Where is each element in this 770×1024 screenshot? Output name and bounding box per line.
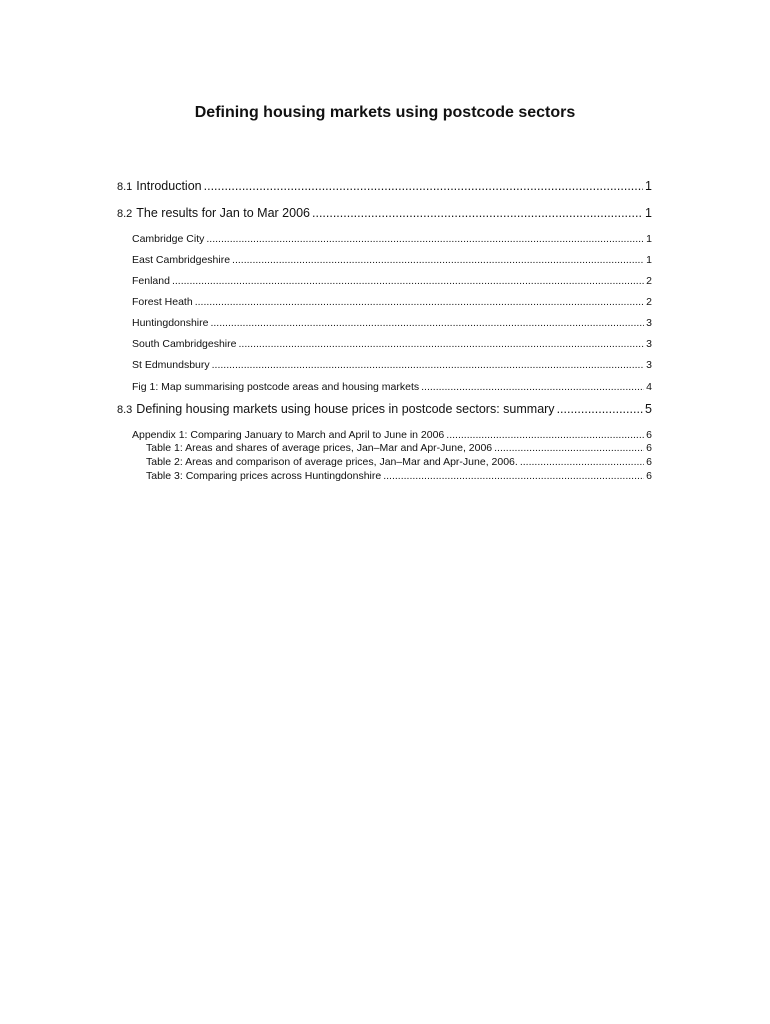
toc-entry-label: The results for Jan to Mar 2006 [136, 206, 310, 220]
toc-entry-cambridge-city[interactable] [132, 232, 652, 246]
toc-dot-leader [312, 205, 643, 221]
toc-page-number: 2 [646, 296, 652, 308]
toc-entry-label: Huntingdonshire [132, 317, 209, 329]
toc-entry-label: Defining housing markets using house prices in postcode sectors: summary [136, 402, 555, 416]
toc-entry-table2[interactable] [146, 456, 652, 469]
toc-entry-st-edmundsbury[interactable] [132, 358, 652, 372]
toc-page-number: 2 [646, 275, 652, 287]
toc-page-number: 5 [645, 402, 652, 416]
toc-dot-leader [206, 232, 644, 246]
toc-entry-label: Table 3: Comparing prices across Huntingdonshire [146, 470, 382, 482]
toc-entry-east-cambridgeshire[interactable] [132, 253, 652, 267]
toc-page-number: 3 [646, 338, 652, 350]
toc-section-number: 8.2 [117, 208, 133, 220]
toc-dot-leader [520, 456, 644, 469]
toc-page-number: 6 [646, 470, 652, 482]
toc-page-number: 1 [645, 206, 652, 220]
toc-entry-appendix1[interactable] [132, 428, 652, 442]
toc-entry-results[interactable] [117, 205, 652, 222]
toc-page-number: 6 [646, 456, 652, 468]
toc-entry-label: Table 1: Areas and shares of average prices, Jan–Mar and Apr-June, 2006 [146, 442, 493, 454]
toc-page-number: 1 [646, 254, 652, 266]
toc-page-number: 6 [646, 442, 652, 454]
toc-dot-leader [212, 358, 645, 372]
toc-entry-table3[interactable] [146, 470, 652, 483]
toc-page-number: 3 [646, 359, 652, 371]
toc-section-number: 8.1 [117, 181, 133, 193]
toc-dot-leader [446, 428, 644, 442]
toc-entry-fig1[interactable] [132, 380, 652, 394]
toc-entry-introduction[interactable] [117, 178, 652, 195]
toc-page-number: 6 [646, 429, 652, 441]
toc-entry-label: Table 2: Areas and comparison of average prices, Jan–Mar and Apr-June, 2006. [146, 456, 518, 468]
toc-dot-leader [421, 380, 644, 394]
toc-entry-label: Fig 1: Map summarising postcode areas and housing markets [132, 381, 420, 393]
toc-dot-leader [172, 274, 644, 288]
toc-entry-label: Forest Heath [132, 296, 193, 308]
toc-entry-summary[interactable] [117, 401, 652, 418]
toc-entry-label: South Cambridgeshire [132, 338, 237, 350]
toc-dot-leader [494, 442, 644, 455]
toc-dot-leader [210, 316, 644, 330]
toc-page-number: 1 [645, 179, 652, 193]
toc-dot-leader [383, 470, 644, 483]
document-title: Defining housing markets using postcode sectors [194, 104, 576, 121]
toc-entry-forest-heath[interactable] [132, 295, 652, 309]
toc-page-number: 3 [646, 317, 652, 329]
toc-entry-label: East Cambridgeshire [132, 254, 231, 266]
toc-entry-label: Appendix 1: Comparing January to March and April to June in 2006 [132, 429, 445, 441]
toc-entry-south-cambridgeshire[interactable] [132, 337, 652, 351]
toc-entry-table1[interactable] [146, 442, 652, 455]
toc-page-number: 4 [646, 381, 652, 393]
toc-section-number: 8.3 [117, 404, 133, 416]
toc-dot-leader [557, 401, 643, 417]
toc-page-number: 1 [646, 233, 652, 245]
toc-entry-fenland[interactable] [132, 274, 652, 288]
toc-entry-label: St Edmundsbury [132, 359, 210, 371]
toc-dot-leader [232, 253, 644, 267]
toc-dot-leader [195, 295, 644, 309]
toc-dot-leader [204, 178, 643, 194]
toc-entry-label: Fenland [132, 275, 170, 287]
toc-entry-huntingdonshire[interactable] [132, 316, 652, 330]
toc-entry-label: Introduction [136, 179, 202, 193]
toc-entry-label: Cambridge City [132, 233, 205, 245]
toc-dot-leader [238, 337, 644, 351]
